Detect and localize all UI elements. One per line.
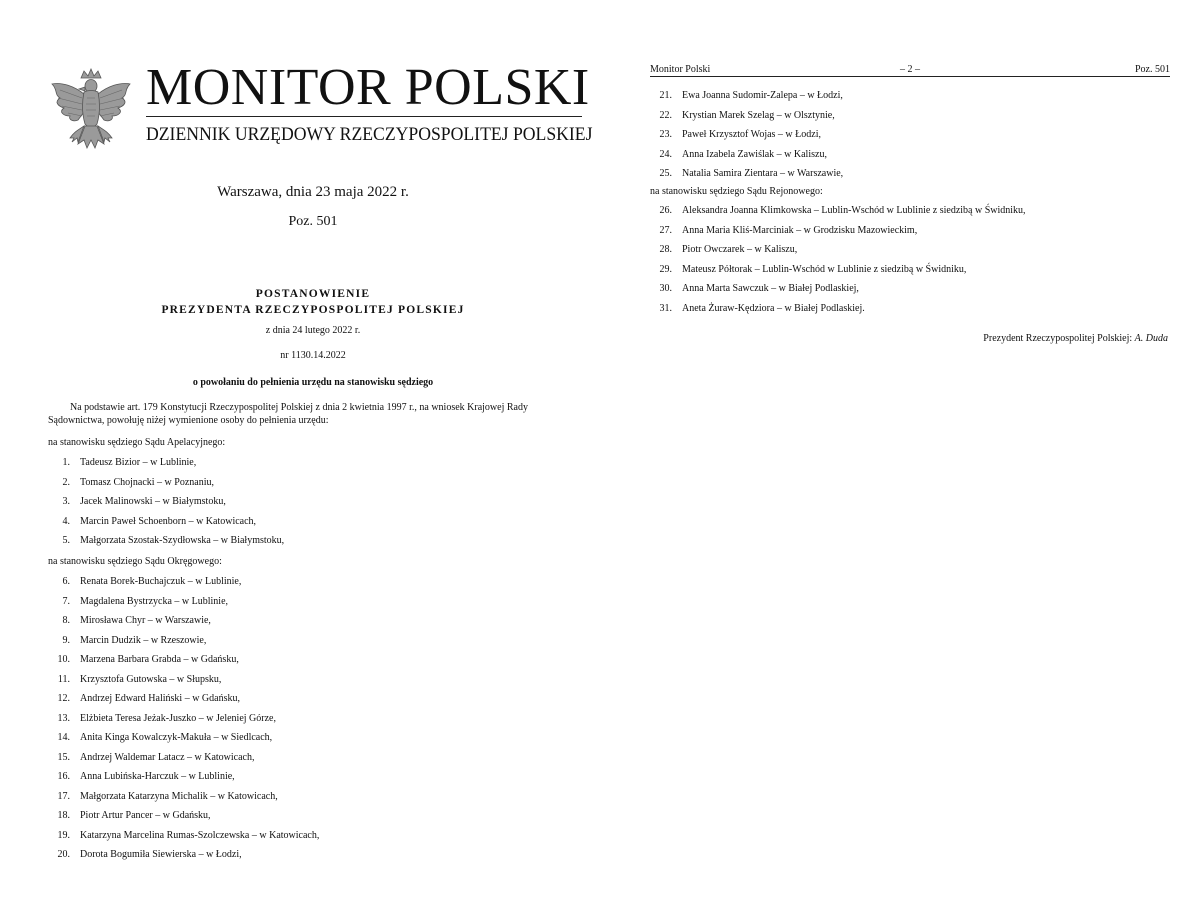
appointee-name: Marcin Paweł Schoenborn – w Katowicach, [80, 515, 257, 527]
appointee-item [48, 752, 319, 772]
item-number: 29. [659, 263, 672, 275]
item-number: 8. [62, 615, 70, 626]
item-number: 21. [659, 90, 672, 101]
appointee-item [48, 693, 319, 713]
appointee-item [650, 129, 843, 149]
issue-position: Poz. 501 [288, 214, 338, 229]
item-number: 7. [62, 595, 70, 607]
appointee-item [650, 225, 1026, 245]
act-subject: o powołaniu do pełnienia urzędu na stanowisku sędziego [192, 377, 434, 388]
eagle-emblem-icon [48, 68, 134, 160]
preamble-paragraph: Na podstawie art. 179 Konstytucji Rzeczypospolitej Polskiej z dnia 2 kwietnia 1997 r., na wniosek Krajowej Rady Sądownictwa, powołuję niżej wymienione osoby do pełnienia urzędu: [48, 402, 528, 426]
appointee-name: Katarzyna Marcelina Rumas-Szolczewska – w Katowicach, [80, 829, 320, 841]
district-list-page-2 [650, 90, 843, 188]
appointee-name: Natalia Samira Zientara – w Warszawie, [682, 168, 844, 179]
signature [983, 333, 1168, 344]
appointee-name: Anita Kinga Kowalczyk-Makuła – w Siedlcach, [80, 732, 273, 743]
act-date: z dnia 24 lutego 2022 r. [265, 325, 361, 336]
item-number: 2. [62, 476, 70, 488]
item-number: 11. [57, 673, 70, 685]
appointee-item [650, 149, 843, 169]
appointee-name: Andrzej Edward Haliński – w Gdańsku, [80, 693, 240, 704]
item-number: 12. [57, 693, 70, 704]
publication-subtitle: DZIENNIK URZĘDOWY RZECZYPOSPOLITEJ POLSKIEJ [146, 124, 593, 145]
issue-date: Warszawa, dnia 23 maja 2022 r. [217, 184, 409, 200]
masthead-divider [146, 116, 582, 117]
district-list-page-1 [48, 576, 319, 869]
appointee-name: Tomasz Chojnacki – w Poznaniu, [80, 476, 214, 488]
appointee-name: Jacek Malinowski – w Białymstoku, [80, 496, 226, 507]
appointee-name: Mateusz Półtorak – Lublin-Wschód w Lublinie z siedzibą w Świdniku, [682, 263, 967, 275]
item-number: 16. [57, 771, 70, 782]
appointee-name: Piotr Artur Pancer – w Gdańsku, [80, 810, 211, 821]
item-number: 20. [57, 849, 70, 860]
act-number: nr 1130.14.2022 [280, 350, 346, 361]
page-2 [610, 0, 1200, 900]
appointee-item [48, 713, 319, 733]
appointee-item [650, 168, 843, 188]
item-number: 31. [659, 302, 672, 314]
appointee-name: Aleksandra Joanna Klimkowska – Lublin-Wschód w Lublinie z siedzibą w Świdniku, [682, 205, 1026, 216]
section-heading-regional: na stanowisku sędziego Sądu Rejonowego: [650, 186, 823, 197]
item-number: 1. [62, 457, 70, 468]
regional-list [650, 205, 1026, 322]
signature-label: Prezydent Rzeczypospolitej Polskiej: [983, 333, 1133, 344]
appointee-item [650, 283, 1026, 303]
item-number: 19. [57, 829, 70, 841]
signature-name: A. Duda [1134, 333, 1168, 344]
appointee-item [650, 205, 1026, 225]
item-number: 14. [57, 732, 70, 743]
item-number: 23. [659, 129, 672, 140]
act-type: POSTANOWIENIE [255, 288, 371, 300]
appointee-item [48, 457, 284, 477]
appointee-item [48, 516, 284, 536]
appointee-name: Małgorzata Szostak-Szydłowska – w Białymstoku, [80, 535, 285, 546]
appointee-item [650, 110, 843, 130]
item-number: 26. [659, 205, 672, 216]
appointee-name: Krzysztofa Gutowska – w Słupsku, [80, 673, 222, 685]
appointee-name: Anna Marta Sawczuk – w Białej Podlaskiej, [682, 283, 859, 294]
publication-title: MONITOR POLSKI [146, 59, 590, 116]
appointee-item [48, 810, 319, 830]
section-heading-district: na stanowisku sędziego Sądu Okręgowego: [48, 556, 222, 567]
appointee-item [48, 615, 319, 635]
item-number: 24. [659, 148, 672, 160]
appointee-item [48, 830, 319, 850]
running-header [650, 64, 1170, 77]
appointee-name: Ewa Joanna Sudomir-Zalepa – w Łodzi, [682, 90, 843, 101]
item-number: 25. [659, 168, 672, 179]
appointee-name: Anna Maria Kliś-Marciniak – w Grodzisku Mazowieckim, [682, 224, 918, 236]
appointee-name: Paweł Krzysztof Wojas – w Łodzi, [682, 129, 821, 140]
appointee-item [48, 674, 319, 694]
item-number: 27. [659, 224, 672, 236]
item-number: 18. [57, 810, 70, 821]
item-number: 17. [57, 790, 70, 802]
appointee-name: Elżbieta Teresa Jeżak-Juszko – w Jeleniej Górze, [80, 712, 276, 724]
appointee-name: Mirosława Chyr – w Warszawie, [80, 615, 211, 626]
appointee-name: Andrzej Waldemar Latacz – w Katowicach, [80, 751, 255, 763]
appointee-item [48, 596, 319, 616]
page-number: – 2 – [900, 64, 920, 75]
appointee-item [48, 496, 284, 516]
appointee-item [650, 90, 843, 110]
appointee-name: Renata Borek-Buchajczuk – w Lublinie, [80, 576, 242, 587]
item-number: 6. [62, 576, 70, 587]
item-number: 15. [57, 751, 70, 763]
appointee-item [48, 791, 319, 811]
appointee-item [48, 535, 284, 555]
appellate-list [48, 457, 284, 555]
running-header-title: Monitor Polski [650, 64, 711, 75]
appointee-name: Małgorzata Katarzyna Michalik – w Katowicach, [80, 790, 278, 802]
appointee-name: Anna Izabela Zawiślak – w Kaliszu, [682, 148, 827, 160]
appointee-item [48, 771, 319, 791]
item-number: 9. [62, 634, 70, 646]
running-header-position: Poz. 501 [1135, 64, 1170, 75]
item-number: 10. [57, 654, 70, 665]
appointee-item [48, 576, 319, 596]
appointee-name: Aneta Żuraw-Kędziora – w Białej Podlaskiej. [682, 302, 865, 314]
appointee-item [48, 654, 319, 674]
appointee-name: Dorota Bogumiła Siewierska – w Łodzi, [80, 849, 242, 860]
act-issuer: PREZYDENTA RZECZYPOSPOLITEJ POLSKIEJ [161, 304, 465, 316]
item-number: 3. [62, 496, 70, 507]
appointee-name: Piotr Owczarek – w Kaliszu, [682, 244, 798, 255]
appointee-item [650, 303, 1026, 323]
item-number: 30. [659, 283, 672, 294]
appointee-item [48, 849, 319, 869]
appointee-item [650, 264, 1026, 284]
appointee-name: Tadeusz Bizior – w Lublinie, [80, 457, 197, 468]
appointee-name: Anna Lubińska-Harczuk – w Lublinie, [80, 771, 235, 782]
item-number: 4. [62, 515, 70, 527]
appointee-item [48, 635, 319, 655]
appointee-item [48, 732, 319, 752]
appointee-item [48, 477, 284, 497]
appointee-item [650, 244, 1026, 264]
item-number: 28. [659, 244, 672, 255]
appointee-name: Krystian Marek Szelag – w Olsztynie, [682, 109, 835, 121]
appointee-name: Magdalena Bystrzycka – w Lublinie, [80, 595, 229, 607]
item-number: 13. [57, 712, 70, 724]
item-number: 5. [62, 535, 70, 546]
item-number: 22. [659, 109, 672, 121]
appointee-name: Marcin Dudzik – w Rzeszowie, [80, 634, 207, 646]
appointee-name: Marzena Barbara Grabda – w Gdańsku, [80, 654, 239, 665]
section-heading-appellate: na stanowisku sędziego Sądu Apelacyjnego: [48, 437, 226, 448]
